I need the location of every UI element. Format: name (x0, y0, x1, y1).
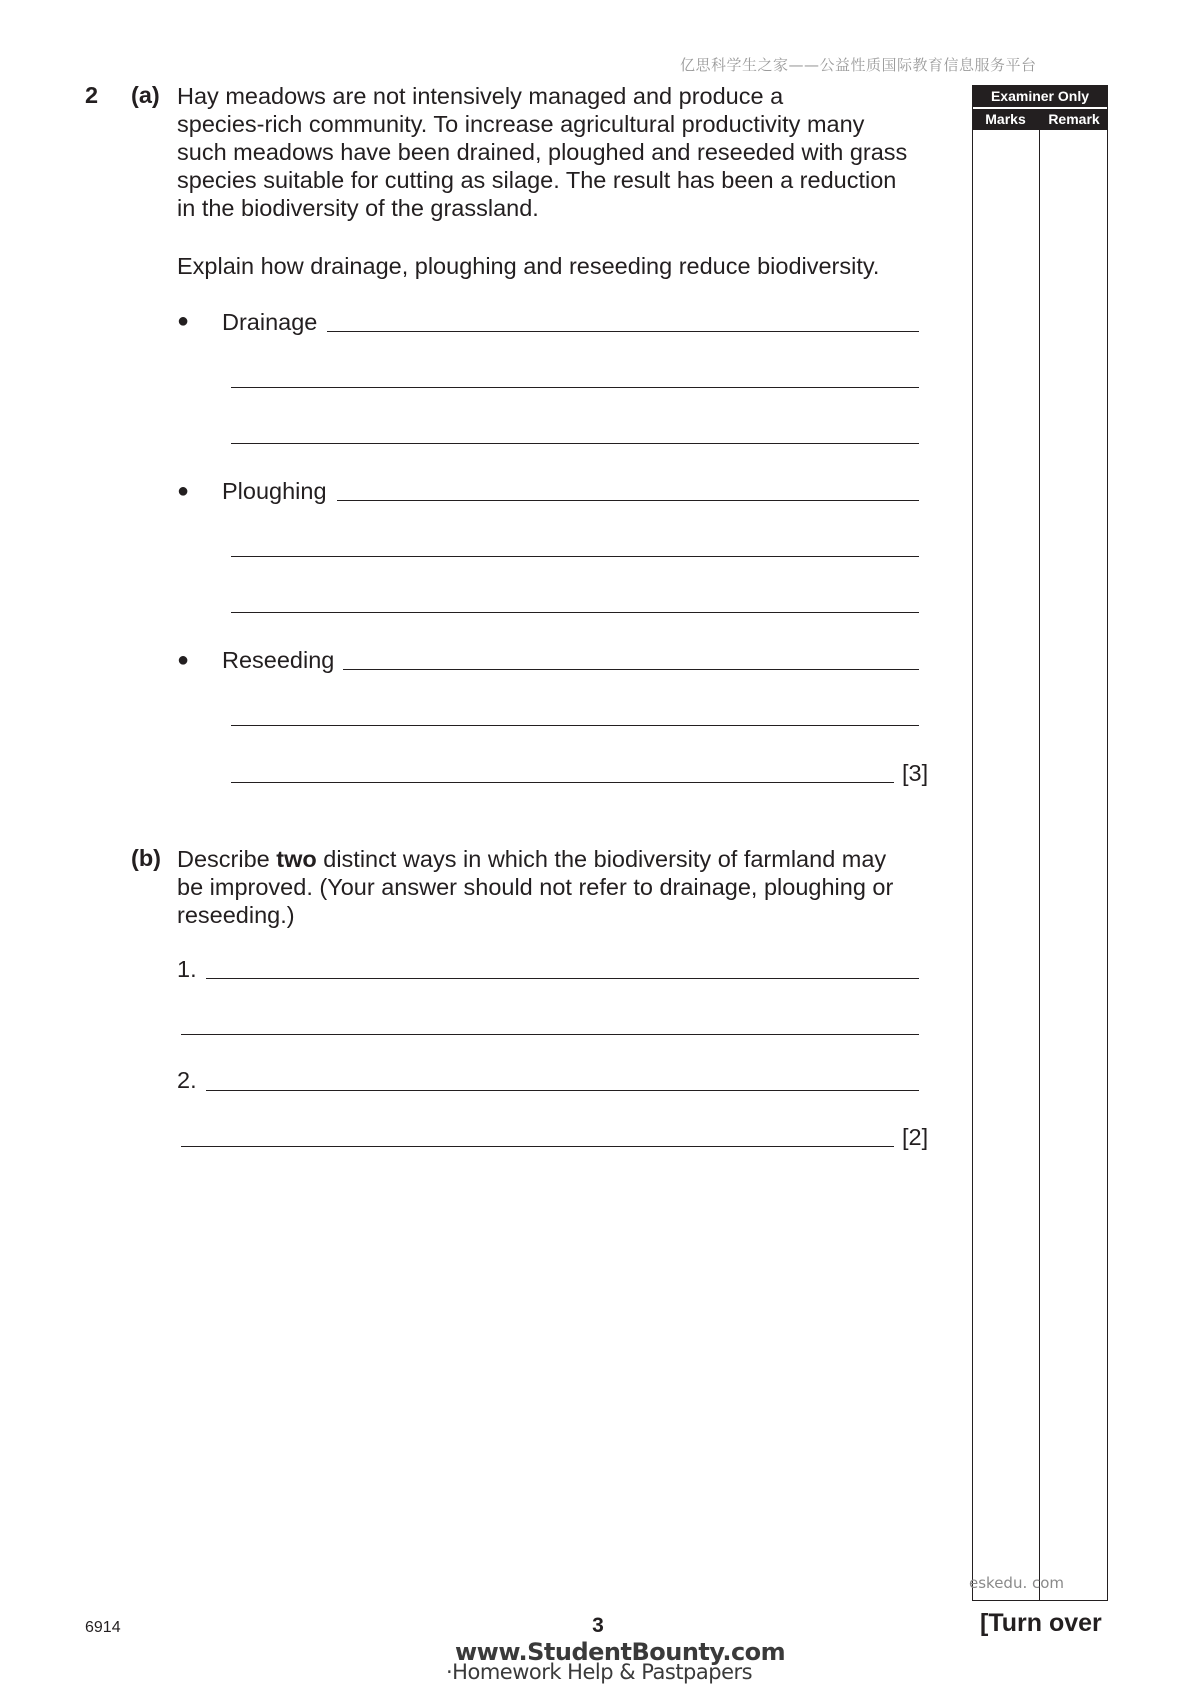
bullet-label-drainage: Drainage (222, 309, 318, 335)
item-number-2: 2. (177, 1067, 197, 1093)
bullet-label-reseeding: Reseeding (222, 647, 335, 673)
examiner-column-divider (1039, 109, 1040, 1601)
bullet-dot: ● (177, 310, 190, 332)
part-b-label: (b) (131, 845, 162, 871)
answer-line-reseeding-2[interactable] (231, 725, 919, 726)
stem-line: species suitable for cutting as silage. The result has been a reduction (177, 167, 897, 193)
page-number: 3 (592, 1614, 604, 1637)
marks-header: Marks (972, 109, 1039, 130)
part-a-instruction: Explain how drainage, ploughing and reseeding reduce biodiversity. (177, 253, 880, 279)
stem-line: be improved. (Your answer should not refer to drainage, ploughing or (177, 874, 894, 900)
remark-header: Remark (1040, 109, 1108, 130)
answer-line-reseeding-3[interactable] (231, 782, 894, 783)
studentbounty-site[interactable]: www.StudentBounty.com (455, 1638, 786, 1666)
answer-line-ploughing-3[interactable] (231, 612, 919, 613)
stem-line: such meadows have been drained, ploughed and reseeded with grass (177, 139, 908, 165)
bottom-watermark: eskedu. com (969, 1574, 1065, 1592)
stem-line: reseeding.) (177, 902, 295, 928)
answer-line-drainage-3[interactable] (231, 443, 919, 444)
stem-bold-word: two (276, 846, 317, 872)
studentbounty-tagline: ·Homework Help & Pastpapers (446, 1660, 753, 1684)
answer-line-drainage-1[interactable] (327, 331, 919, 332)
turn-over-label: [Turn over (980, 1609, 1102, 1637)
top-watermark: 亿思科学生之家——公益性质国际教育信息服务平台 (680, 56, 1037, 74)
bullet-label-ploughing: Ploughing (222, 478, 327, 504)
answer-line-drainage-2[interactable] (231, 387, 919, 388)
answer-line-b2-1[interactable] (206, 1090, 919, 1091)
part-b-stem (177, 845, 893, 929)
stem-text: Describe (177, 846, 277, 872)
answer-line-b1-1[interactable] (206, 978, 919, 979)
answer-line-b2-2[interactable] (181, 1146, 894, 1147)
part-a-label: (a) (131, 82, 160, 108)
examiner-only-header: Examiner Only (972, 85, 1108, 107)
stem-line: Hay meadows are not intensively managed and produce a (177, 83, 784, 109)
part-a-marks: [3] (902, 760, 929, 786)
answer-line-reseeding-1[interactable] (343, 669, 919, 670)
examiner-column (972, 85, 1108, 1601)
answer-line-ploughing-2[interactable] (231, 556, 919, 557)
stem-line: in the biodiversity of the grassland. (177, 195, 539, 221)
item-number-1: 1. (177, 956, 197, 982)
answer-line-ploughing-1[interactable] (337, 500, 919, 501)
stem-line (177, 845, 893, 873)
part-b-marks: [2] (902, 1124, 929, 1150)
part-a-stem (177, 82, 907, 222)
bullet-dot: ● (177, 480, 190, 502)
paper-code: 6914 (85, 1619, 121, 1636)
bullet-dot: ● (177, 649, 190, 671)
answer-line-b1-2[interactable] (181, 1034, 919, 1035)
question-number: 2 (85, 82, 99, 108)
stem-text: distinct ways in which the biodiversity of farmland may (316, 846, 887, 872)
stem-line: species-rich community. To increase agricultural productivity many (177, 111, 865, 137)
